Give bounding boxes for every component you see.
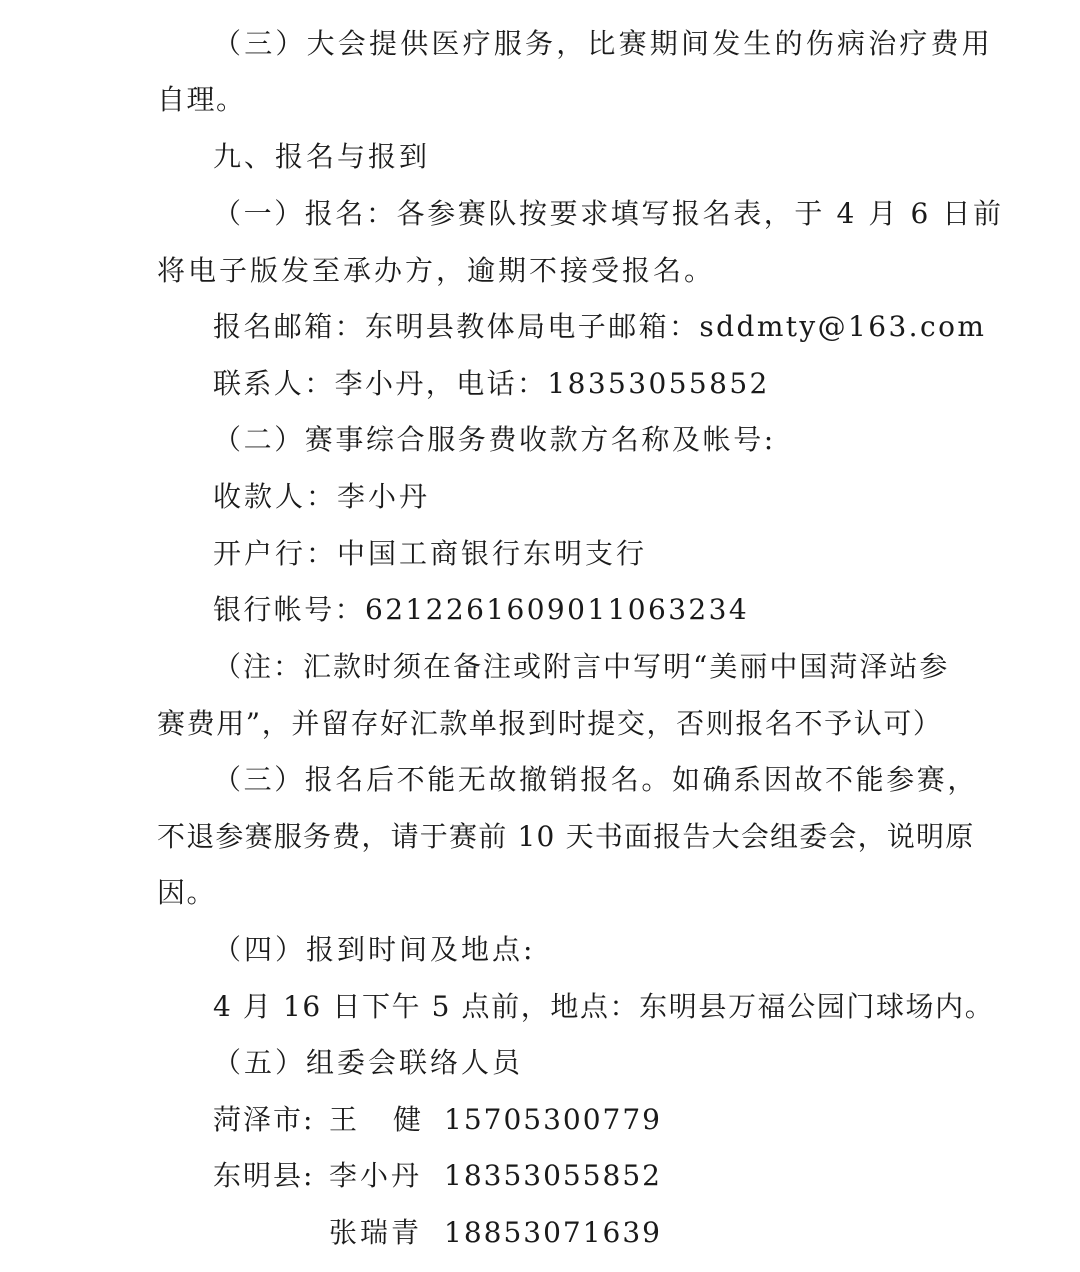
- contact-phone-zhang: 18853071639: [444, 1216, 662, 1249]
- withdrawal-line-1: （三）报名后不能无故撤销报名。如确系因故不能参赛，: [213, 763, 979, 796]
- medical-service-line-2: 自理。: [157, 83, 246, 116]
- contact-phone-wang: 15705300779: [444, 1103, 662, 1136]
- contact-phone-li: 18353055852: [444, 1159, 662, 1192]
- withdrawal-line-3: 因。: [157, 876, 217, 909]
- committee-contacts-heading: （五）组委会联络人员: [213, 1046, 524, 1079]
- registration-email-line: 报名邮箱：东明县教体局电子邮箱：sddmty@163.com: [213, 310, 987, 343]
- checkin-detail: 4 月 16 日下午 5 点前，地点：东明县万福公园门球场内。: [213, 990, 995, 1023]
- contact-region-dongming: 东明县:: [213, 1159, 315, 1192]
- registration-item-1-line-2: 将电子版发至承办方，逾期不接受报名。: [157, 254, 716, 287]
- contact-name-zhang: 张瑞青: [329, 1216, 423, 1249]
- checkin-heading: （四）报到时间及地点:: [213, 933, 536, 966]
- section-heading-registration: 九、报名与报到: [213, 140, 431, 173]
- payee-line: 收款人：李小丹: [213, 480, 431, 513]
- registration-item-1-line-1: （一）报名：各参赛队按要求填写报名表，于 4 月 6 日前: [213, 197, 1004, 230]
- contact-region-heze: 菏泽市:: [213, 1103, 315, 1136]
- bank-line: 开户行：中国工商银行东明支行: [213, 537, 648, 570]
- remittance-note-line-2: 赛费用”，并留存好汇款单报到时提交，否则报名不予认可）: [157, 707, 943, 740]
- medical-service-line-1: （三）大会提供医疗服务，比赛期间发生的伤病治疗费用: [213, 27, 994, 60]
- withdrawal-line-2: 不退参赛服务费，请于赛前 10 天书面报告大会组委会，说明原: [157, 820, 975, 853]
- contact-name-wang: 王 健: [329, 1103, 426, 1136]
- remittance-note-line-1: （注：汇款时须在备注或附言中写明“美丽中国菏泽站参: [213, 650, 950, 683]
- account-line: 银行帐号：6212261609011063234: [213, 593, 750, 626]
- contact-name-li: 李小丹: [329, 1159, 423, 1192]
- registration-contact-line: 联系人：李小丹，电话：18353055852: [213, 367, 770, 400]
- service-fee-heading: （二）赛事综合服务费收款方名称及帐号:: [213, 423, 776, 456]
